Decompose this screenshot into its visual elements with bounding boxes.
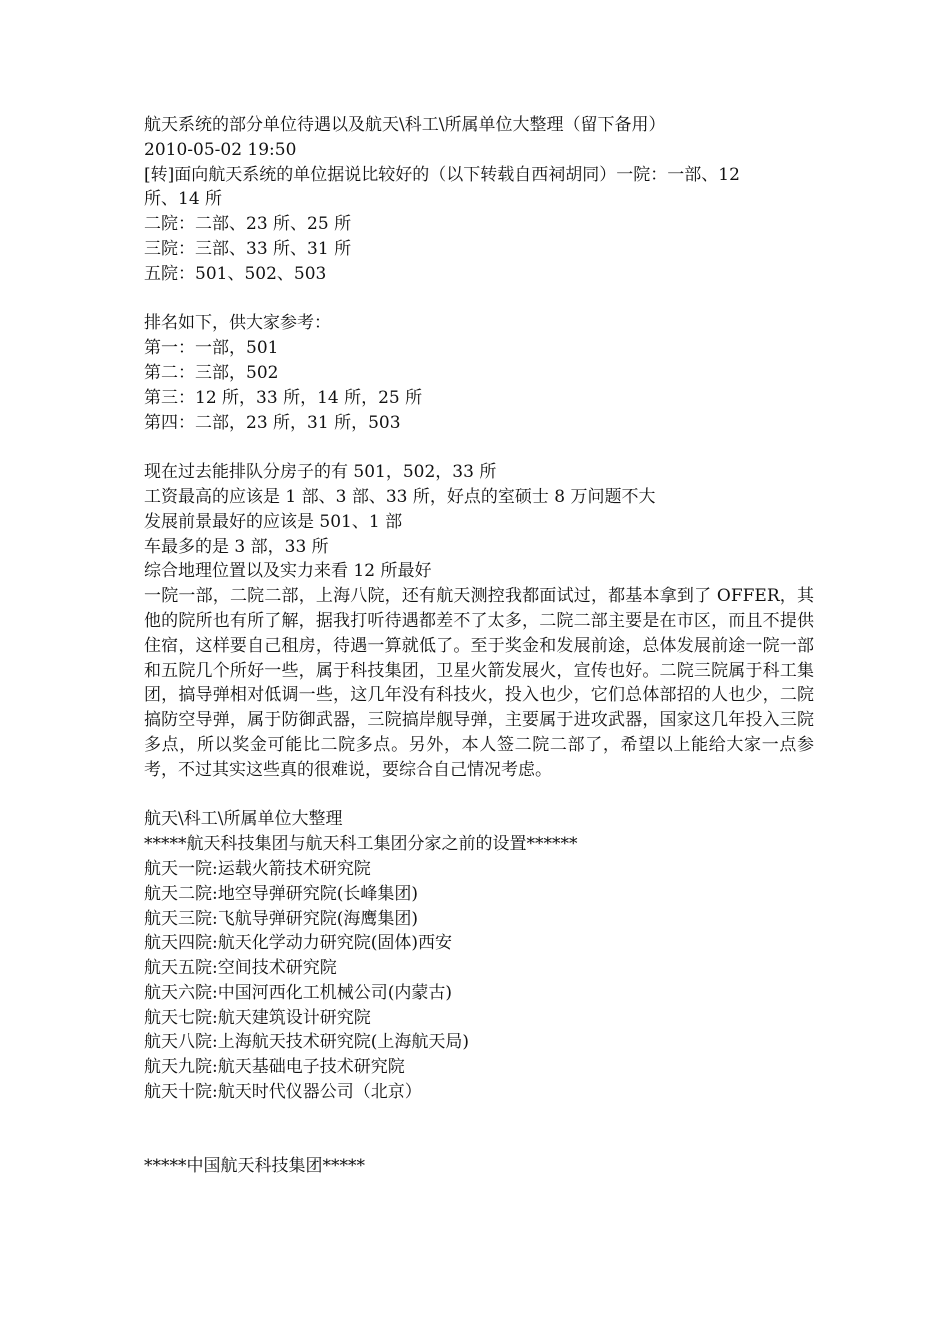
spacer: [144, 435, 814, 460]
academy-item: 航天一院:运载火箭技术研究院: [144, 858, 371, 879]
section-title: *****中国航天科技集团*****: [144, 1156, 365, 1177]
ranking-item: 第二：三部，502: [144, 362, 279, 383]
institute-line: 三院：三部、33 所、31 所: [144, 238, 352, 259]
fact-line: 车最多的是 3 部，33 所: [144, 536, 329, 557]
spacer: [144, 1105, 814, 1155]
academy-item: 航天五院:空间技术研究院: [144, 958, 337, 979]
fact-line: 现在过去能排队分房子的有 501，502，33 所: [144, 462, 497, 483]
fact-line: 发展前景最好的应该是 501、1 部: [144, 511, 403, 532]
fact-line: 综合地理位置以及实力来看 12 所最好: [144, 561, 432, 582]
academy-item: 航天六院:中国河西化工机械公司(内蒙古): [144, 982, 452, 1003]
academy-item: 航天十院:航天时代仪器公司（北京）: [144, 1082, 422, 1103]
intro-line-continued: 所、14 所: [144, 189, 223, 210]
ranking-item: 第三：12 所，33 所，14 所，25 所: [144, 387, 423, 408]
document-body: [144, 113, 814, 1179]
academy-item: 航天九院:航天基础电子技术研究院: [144, 1057, 405, 1078]
section-subtitle: *****航天科技集团与航天科工集团分家之前的设置******: [144, 834, 578, 855]
section-title: 航天\科工\所属单位大整理: [144, 809, 343, 830]
academy-item: 航天八院:上海航天技术研究院(上海航天局): [144, 1032, 469, 1053]
document-title: 航天系统的部分单位待遇以及航天\科工\所属单位大整理（留下备用）: [144, 115, 666, 135]
fact-line: 工资最高的应该是 1 部、3 部、33 所，好点的室硕士 8 万问题不大: [144, 486, 656, 507]
academy-item: 航天三院:飞航导弹研究院(海鹰集团): [144, 908, 418, 929]
post-date: 2010-05-02 19:50: [144, 139, 297, 160]
ranking-item: 第一：一部，501: [144, 338, 279, 359]
academy-item: 航天四院:航天化学动力研究院(固体)西安: [144, 933, 452, 954]
spacer: [144, 287, 814, 312]
spacer: [144, 783, 814, 808]
comment-paragraph: 一院一部，二院二部，上海八院，还有航天测控我都面试过，都基本拿到了 OFFER，其他的院所也有所了解，据我打听待遇都差不了太多，二院二部主要是在市区，而且不提供住宿，这样要自己租房，待遇一算就低了。至于奖金和发展前途，总体发展前途一院一部和五院几个所好一些，属于科技集团，卫星火箭发展火，宣传也好。二院三院属于科工集团，搞导弹相对低调一些，这几年没有科技火，投入也少，它们总体部招的人也少，二院搞防空导弹，属于防御武器，三院搞岸舰导弹，主要属于进攻武器，国家这几年投入三院多点，所以奖金可能比二院多点。另外，本人签二院二部了，希望以上能给大家一点参考，不过其实这些真的很难说，要综合自己情况考虑。: [144, 586, 814, 780]
institute-line: 五院：501、502、503: [144, 263, 327, 284]
ranking-header: 排名如下，供大家参考：: [144, 313, 331, 334]
institute-line: 二院：二部、23 所、25 所: [144, 214, 352, 235]
ranking-item: 第四：二部，23 所，31 所，503: [144, 412, 401, 433]
academy-item: 航天二院:地空导弹研究院(长峰集团): [144, 883, 418, 904]
academy-item: 航天七院:航天建筑设计研究院: [144, 1007, 371, 1028]
intro-line: [转]面向航天系统的单位据说比较好的（以下转载自西祠胡同）一院：一部、12: [144, 164, 740, 185]
